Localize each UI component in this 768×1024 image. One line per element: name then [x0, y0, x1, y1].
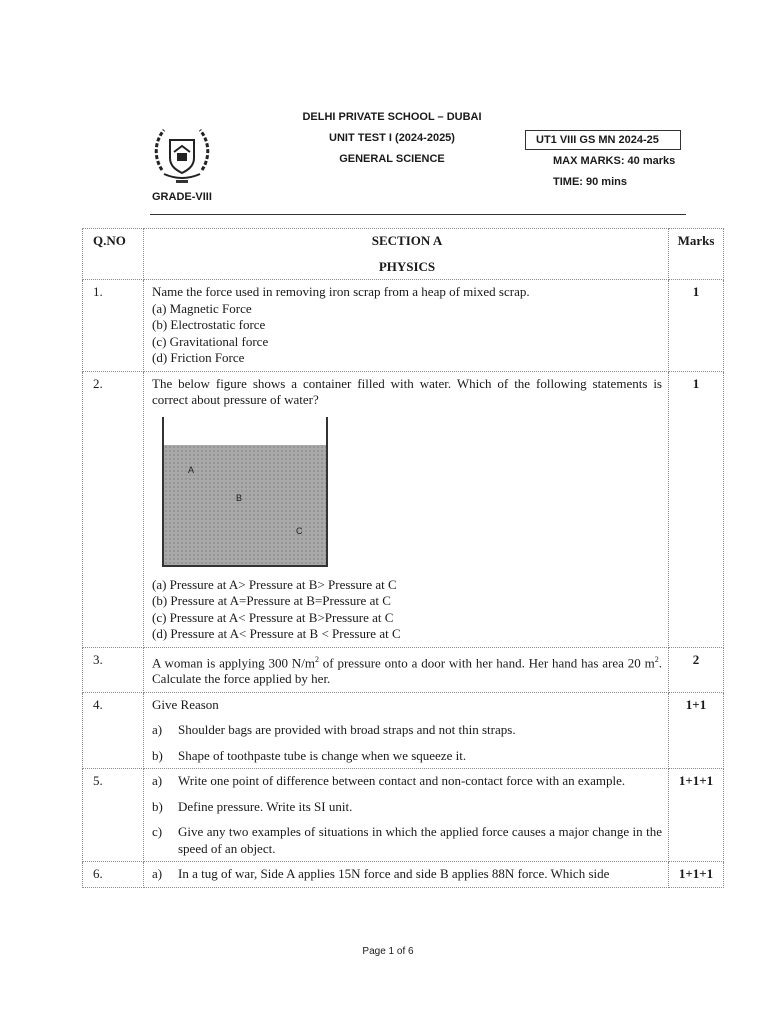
sub-question-text: Write one point of difference between contact and non-contact force with an example. — [178, 773, 626, 789]
table-header-row — [83, 229, 724, 280]
sub-question-label: a) — [152, 866, 163, 882]
question-number: 5. — [83, 769, 144, 862]
question-row-3 — [83, 647, 724, 692]
question-row-1 — [83, 280, 724, 372]
water-container-figure — [162, 417, 328, 567]
max-marks: MAX MARKS: 40 marks — [553, 155, 676, 167]
section-header — [144, 229, 669, 280]
superscript: 2 — [314, 654, 319, 664]
page-number: Page 1 of 6 — [362, 946, 414, 957]
question-marks: 1 — [669, 371, 724, 647]
point-c-label: C — [296, 525, 303, 536]
school-logo — [150, 120, 214, 190]
question-row-4 — [83, 692, 724, 769]
sub-question — [152, 722, 662, 739]
sub-question-text: Define pressure. Write its SI unit. — [178, 798, 353, 814]
question-marks: 1+1+1 — [669, 862, 724, 888]
sub-question-label: a) — [152, 773, 163, 789]
question-body — [144, 769, 669, 862]
sub-question — [152, 773, 662, 790]
option-d: (d) Pressure at A< Pressure at B < Pressure at C — [152, 626, 401, 641]
superscript: 2 — [654, 654, 659, 664]
question-marks: 1+1 — [669, 692, 724, 769]
sub-question-text: In a tug of war, Side A applies 15N force and side B applies 88N force. Which side — [178, 866, 610, 882]
question-number: 1. — [83, 280, 144, 372]
question-marks: 1 — [669, 280, 724, 372]
question-row-6 — [83, 862, 724, 888]
option-d: (d) Friction Force — [152, 350, 245, 365]
paper-code: UT1 VIII GS MN 2024-25 — [525, 130, 681, 150]
option-a: (a) Magnetic Force — [152, 300, 252, 316]
question-title: Give Reason — [152, 696, 219, 712]
question-number: 2. — [83, 371, 144, 647]
point-b-label: B — [236, 492, 243, 503]
sub-question-text: Give any two examples of situations in which the applied force causes a major change in the speed of an object. — [178, 824, 662, 856]
subsection-title: PHYSICS — [378, 258, 436, 274]
question-body — [144, 280, 669, 372]
question-text: Name the force used in removing iron scrap from a heap of mixed scrap. — [152, 284, 530, 299]
question-text-part-3: . Calculate the force applied by her. — [152, 654, 662, 687]
container-wall-right — [326, 417, 328, 567]
school-name: DELHI PRIVATE SCHOOL – DUBAI — [302, 111, 482, 123]
question-table — [82, 228, 724, 888]
question-row-2 — [83, 371, 724, 647]
sub-question-label: a) — [152, 722, 163, 738]
option-b: (b) Pressure at A=Pressure at B=Pressure at C — [152, 593, 391, 608]
question-marks: 2 — [669, 647, 724, 692]
col-marks-header: Marks — [669, 229, 724, 280]
header-divider — [150, 214, 686, 215]
option-c: (c) Pressure at A< Pressure at B>Pressure at C — [152, 609, 394, 625]
exam-time: TIME: 90 mins — [553, 176, 627, 188]
question-text: The below figure shows a container filled with water. Which of the following statements is correct about pressure of water? — [152, 375, 662, 407]
option-b: (b) Electrostatic force — [152, 317, 266, 332]
sub-question-text: Shoulder bags are provided with broad straps and not thin straps. — [178, 722, 516, 738]
section-title: SECTION A — [371, 233, 443, 248]
sub-question — [152, 824, 662, 857]
question-text-part-1: A woman is applying 300 N/m — [152, 654, 315, 670]
question-text-part-2: of pressure onto a door with her hand. Her hand has area 20 m — [318, 654, 655, 670]
sub-question — [152, 748, 662, 765]
question-body — [144, 647, 669, 692]
question-text — [152, 652, 662, 688]
sub-question-label: b) — [152, 747, 163, 763]
question-number: 3. — [83, 647, 144, 692]
subject-name: GENERAL SCIENCE — [339, 153, 445, 165]
col-qno-header: Q.NO — [83, 229, 144, 280]
option-c: (c) Gravitational force — [152, 333, 269, 349]
sub-question-label: c) — [152, 824, 163, 840]
question-row-5 — [83, 769, 724, 862]
question-body — [144, 862, 669, 888]
point-a-label: A — [188, 464, 195, 475]
question-body — [144, 692, 669, 769]
option-a: (a) Pressure at A> Pressure at B> Pressure at C — [152, 576, 397, 592]
test-name: UNIT TEST I (2024-2025) — [329, 132, 455, 144]
sub-question — [152, 799, 662, 816]
container-floor — [162, 565, 328, 567]
grade-label: GRADE-VIII — [152, 191, 212, 203]
school-emblem-icon — [150, 120, 214, 190]
question-body — [144, 371, 669, 647]
question-marks: 1+1+1 — [669, 769, 724, 862]
sub-question — [152, 866, 662, 883]
question-number: 6. — [83, 862, 144, 888]
sub-question-label: b) — [152, 798, 163, 814]
question-number: 4. — [83, 692, 144, 769]
sub-question-text: Shape of toothpaste tube is change when we squeeze it. — [178, 747, 467, 763]
